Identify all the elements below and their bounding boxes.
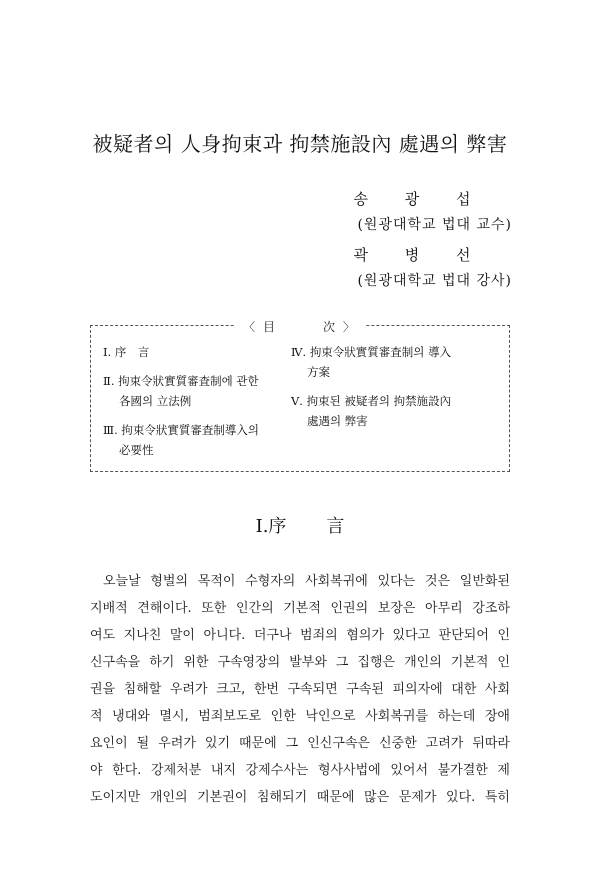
author-affiliation-1: (원광대학교 법대 교수) [357, 217, 512, 233]
body-line: 야 한다. 강제처분 내지 강제수사는 형사사법에 있어서 불가결한 제 [90, 763, 510, 778]
toc-item-label: 拘束된 被疑者의 拘禁施設內 [306, 394, 452, 408]
toc-item-number: Ⅰ. [103, 345, 112, 359]
toc-item-number: Ⅳ. [291, 345, 307, 359]
author-name-2: 곽 병 선 [353, 246, 487, 264]
toc-item-label-continued: 必要性 [119, 443, 154, 457]
toc-item-label-continued: 處遇의 弊害 [307, 414, 368, 428]
toc-item [103, 342, 293, 362]
body-line: 오늘날 형벌의 목적이 수형자의 사회복귀에 있다는 것은 일반화된 [103, 574, 510, 589]
author-affiliation-2: (원광대학교 법대 강사) [357, 273, 512, 289]
toc-item-label: 拘束令狀實質審査制에 관한 [118, 374, 259, 388]
body-line: 여도 지나친 말이 아니다. 더구나 범죄의 혐의가 있다고 판단되어 인 [90, 628, 510, 643]
toc-item-label-continued: 方案 [307, 365, 330, 379]
body-line: 신구속을 하기 위한 구속영장의 발부와 그 집행은 개인의 기본적 인 [90, 655, 510, 670]
toc-heading-right: 次 〉 [319, 320, 361, 334]
section-number: Ⅰ. [255, 516, 269, 537]
body-line: 지배적 견해이다. 또한 인간의 기본적 인권의 보장은 아무리 강조하 [90, 601, 510, 616]
section-title-part-2: 言 [326, 516, 345, 537]
toc-item-label: 拘束令狀實質審査制의 導入 [309, 345, 452, 359]
body-line: 권을 침해할 우려가 크고, 한번 구속되면 구속된 피의자에 대한 사회 [90, 682, 510, 697]
toc-item [291, 391, 501, 431]
section-heading [0, 512, 600, 538]
body-line: 적 냉대와 멸시, 범죄보도로 인한 낙인으로 사회복귀를 하는데 장애 [90, 709, 510, 724]
toc-item-label: 拘束令狀實質審査制導入의 [121, 423, 260, 437]
author-name-1: 송 광 섭 [353, 190, 487, 208]
table-of-contents [90, 320, 510, 472]
body-line: 요인이 될 우려가 있기 때문에 그 인신구속은 신중한 고려가 뒤따라 [90, 736, 510, 751]
toc-item-label: 序 言 [114, 345, 150, 359]
toc-column-left [103, 342, 293, 469]
body-line: 도이지만 개인의 기본권이 침해되기 때문에 많은 문제가 있다. 특히 [90, 790, 510, 805]
paper-title: 被疑者의 人身拘束과 拘禁施設內 處遇의 弊害 [92, 132, 508, 156]
toc-item-number: Ⅱ. [103, 374, 115, 388]
section-title-part-1: 序 [268, 516, 287, 537]
toc-heading-left: 〈 目 [239, 320, 281, 334]
body-paragraph [90, 568, 510, 811]
toc-item [103, 420, 293, 460]
toc-item-number: Ⅲ. [103, 423, 118, 437]
toc-item [291, 342, 501, 382]
toc-heading [91, 316, 509, 335]
toc-item [103, 371, 293, 411]
toc-item-number: Ⅴ. [291, 394, 303, 408]
toc-column-right [291, 342, 501, 440]
toc-item-label-continued: 各國의 立法例 [119, 394, 192, 408]
